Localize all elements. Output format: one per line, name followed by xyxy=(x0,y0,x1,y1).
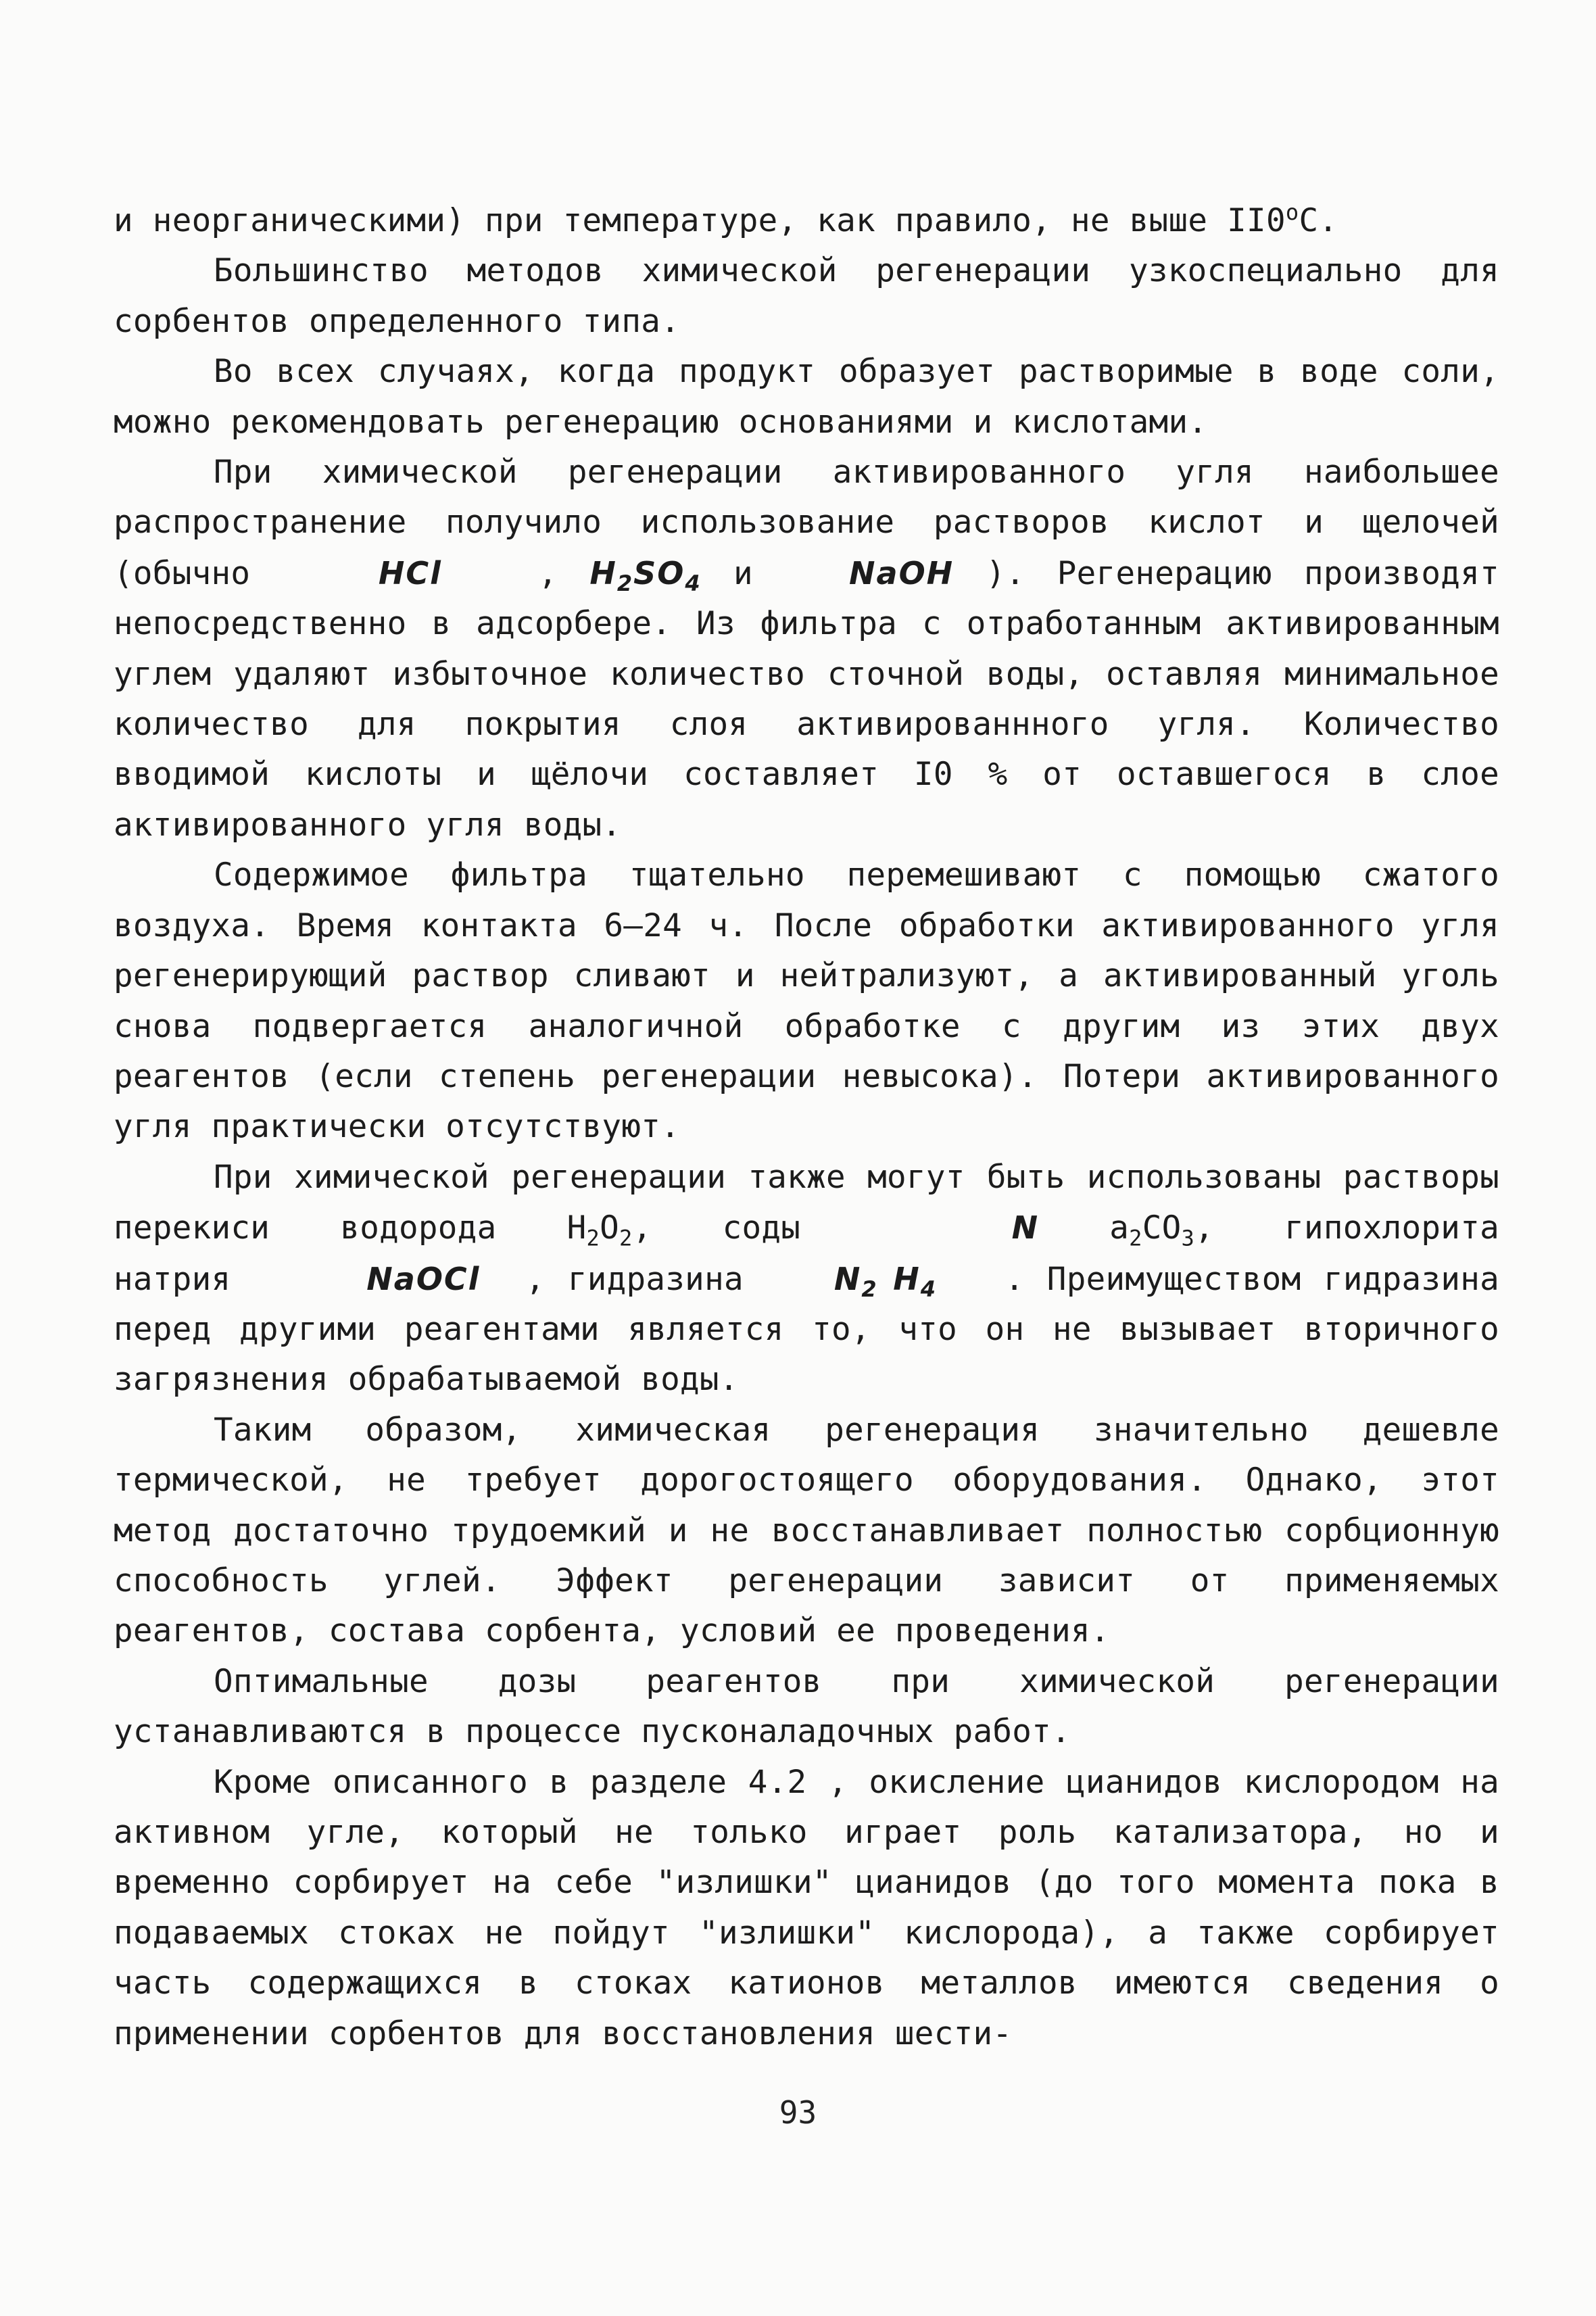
paragraph-6-hydrazine: , гидразина xyxy=(525,1260,744,1298)
paragraph-1-text: и неорганическими) при температуре, как правило, не выше II0 xyxy=(114,202,1286,239)
degree-superscript: о xyxy=(1285,199,1299,226)
paragraph-6-hypochlorite: , гипохлорита натрия xyxy=(114,1209,1499,1298)
paragraph-4-and: и xyxy=(733,554,753,592)
na2co3-sub-2: 2 xyxy=(1129,1225,1142,1251)
formula-n2h4-sub-4: 4 xyxy=(920,1276,937,1302)
na2co3-sub-3: 3 xyxy=(1181,1225,1195,1251)
body-text xyxy=(114,196,1499,2059)
paragraph-4-text-a: При химической регенерации активированного угля наибольшее распространение получило использование растворов кислот и щелочей (обычно xyxy=(114,454,1499,592)
h2o2-o: O xyxy=(600,1209,619,1247)
paragraph-6-text-a: При химической регенерации также могут быть использованы растворы перекиси водорода H xyxy=(114,1158,1499,1247)
na2co3-co: CO xyxy=(1142,1209,1182,1247)
formula-n2h4-sub-2: 2 xyxy=(861,1276,878,1302)
formula-naoh: NaOH xyxy=(849,554,954,592)
formula-naocl: NaOCl xyxy=(366,1260,481,1297)
formula-h2so4-so: SO xyxy=(633,554,685,592)
paragraph-2: Большинство методов химической регенерации узкоспециально для сорбентов определенного типа. xyxy=(114,252,1499,340)
paragraph-6 xyxy=(114,1153,1499,1405)
paragraph-4-text-d: ). Регенерацию производят непосредственно в адсорбере. Из фильтра с отработанным активированным углем удаляют избыточное количество сточной воды, оставляя минимальное количество для покрытия слоя активированнного угля. Количество вводимой кислоты и щёлочи составляет I0 % от оставшегося в слое активированного угля воды. xyxy=(114,554,1499,844)
paragraph-9: Кроме описанного в разделе 4.2 , окисление цианидов кислородом на активном угле, который не только играет роль катализатора, но и временно сорбирует на себе "излишки" цианидов (до того момента пока в подаваемых стоках не пойдут "излишки" кислорода), а также сорбирует часть содержащихся в стоках катионов металлов имеются сведения о применении сорбентов для восстановления шести- xyxy=(114,1763,1499,2052)
h2o2-sub-1: 2 xyxy=(586,1225,600,1251)
paragraph-5: Содержимое фильтра тщательно перемешивают с помощью сжатого воздуха. Время контакта 6–24 ч. После обработки активированного угля регенерирующий раствор сливают и нейтрализуют, а активированный уголь снова подвергается аналогичной обработке с другим из этих двух реагентов (если степень регенерации невысока). Потери активированного угля практически отсутствуют. xyxy=(114,857,1499,1146)
formula-h2so4-sub-2: 2 xyxy=(616,571,634,597)
formula-n2h4-h: H xyxy=(893,1260,921,1297)
paragraph-3: Во всех случаях, когда продукт образует растворимые в воде соли, можно рекомендовать регенерацию основаниями и кислотами. xyxy=(114,353,1499,441)
h2o2-sub-2: 2 xyxy=(619,1225,633,1251)
paragraph-7: Таким образом, химическая регенерация значительно дешевле термической, не требует дорогостоящего оборудования. Однако, этот метод достаточно трудоемкий и не восстанавливает полностью сорбционную способность углей. Эффект регенерации зависит от применяемых реагентов, состава сорбента, условий ее проведения. xyxy=(114,1411,1499,1650)
page-number: 93 xyxy=(779,2094,817,2131)
formula-n2h4-n: N xyxy=(833,1260,862,1297)
formula-h2so4-h: H xyxy=(589,554,617,592)
paragraph-1-unit: С. xyxy=(1299,202,1338,239)
formula-h2so4 xyxy=(589,554,702,597)
paragraph-4-comma: , xyxy=(538,554,558,592)
formula-h2so4-sub-4: 4 xyxy=(685,571,702,597)
formula-na-n: N xyxy=(1011,1209,1040,1247)
formula-hcl: HCl xyxy=(378,554,442,592)
na2co3-a: a xyxy=(1109,1209,1130,1247)
paragraph-8: Оптимальные дозы реагентов при химической регенерации устанавливаются в процессе пусконаладочных работ. xyxy=(114,1662,1499,1751)
paragraph-4 xyxy=(114,448,1499,850)
paragraph-1 xyxy=(114,196,1499,246)
paragraph-6-text-h: . Преимуществом гидразина перед другими реагентами является то, что он не вызывает вторичного загрязнения обрабатываемой воды. xyxy=(114,1260,1500,1399)
paragraph-6-soda: , соды xyxy=(632,1209,801,1247)
formula-n2h4 xyxy=(833,1260,937,1302)
